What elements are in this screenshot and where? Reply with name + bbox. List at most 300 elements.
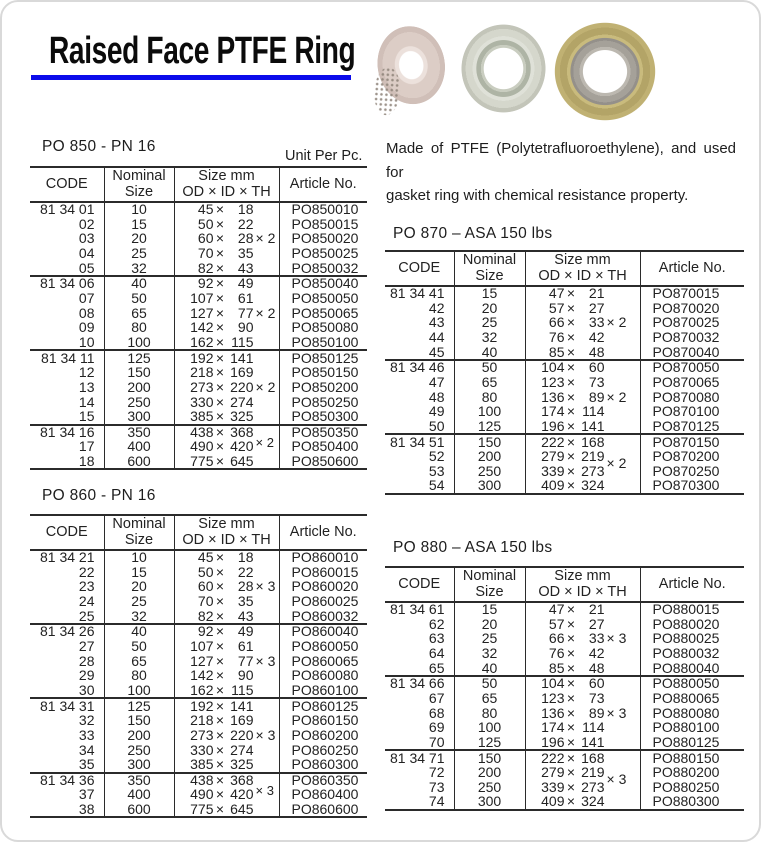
code-cell: 35 [78,755,95,772]
nominal-size-cell: 250 [454,780,525,795]
size-mm-cell: 76 × 42 [525,647,640,662]
article-no-cell: PO880065 [640,691,744,706]
size-mm-cell: 70 × 35 [174,247,279,262]
size-mm-cell: 76 × 42 [525,331,640,346]
nominal-size-cell: 125 [454,736,525,751]
article-no-cell: PO880015 [640,602,744,617]
code-cell: 54 [428,477,445,494]
nominal-size-cell: 125 [104,350,174,365]
header-row [30,515,367,550]
code-cell: 45 [428,343,445,360]
table-row [30,639,367,654]
nominal-size-cell: 80 [104,669,174,684]
code-cell: 08 [78,304,95,321]
nominal-size-cell: 300 [104,758,174,773]
table-row [30,336,367,351]
code-cell: 18 [78,452,95,469]
code-cell: 65 [428,659,445,676]
article-no-cell: PO870150 [640,434,744,449]
title-underline [31,75,351,80]
article-header: Article No. [279,167,367,202]
article-no-cell: PO880020 [640,617,744,632]
article-no-cell: PO880100 [640,721,744,736]
table-row [385,420,744,435]
article-no-cell: PO880025 [640,632,744,647]
size-mm-cell: 196 × 141 [525,736,640,751]
code-cell: 05 [78,259,95,276]
size-mm-cell: 82 × 43 [174,261,279,276]
code-cell: 32 [78,711,95,728]
code-cell: 81 34 11 [41,349,95,366]
article-no-cell: PO860010 [279,550,367,565]
table-row [385,736,744,751]
nominal-size-cell: 65 [104,306,174,321]
code-cell: 81 34 21 [40,549,95,566]
size-mm-cell: 123 × 73 [525,691,640,706]
nominal-size-cell: 80 [454,390,525,405]
article-no-cell: PO880032 [640,647,744,662]
size-mm-cell: 136 × 89 × 3 [525,706,640,721]
table-row [385,479,744,494]
article-no-cell: PO870015 [640,286,744,301]
nominal-size-cell: 10 [104,202,174,217]
size-mm-cell: 218 × 169 [174,365,279,380]
code-cell: 42 [428,299,445,316]
nominal-size-cell: 40 [454,345,525,360]
nominal-size-cell: 250 [454,464,525,479]
table-row [30,609,367,624]
code-cell: 50 [428,417,445,434]
ring-texture [373,66,402,116]
size-mm-cell: 222 × 168 [525,434,640,449]
size-mm-cell: 174 × 114 [525,721,640,736]
nominal-size-cell: 200 [454,449,525,464]
table-row [385,360,744,375]
table-row [30,276,367,291]
size-mm-cell: 70 × 35 [174,595,279,610]
page-title: Raised Face PTFE Ring [49,30,356,72]
description-line: Made of PTFE (Polytetrafluoroethylene), and used for [386,140,736,181]
nominal-header: Nominal Size [454,567,525,602]
article-no-cell: PO860020 [279,580,367,595]
article-no-cell: PO860200 [279,728,367,743]
article-no-cell: PO860080 [279,669,367,684]
code-cell: 43 [428,314,445,331]
nominal-size-cell: 150 [454,750,525,765]
header-row [385,251,744,286]
spiral-wound-gasket-ring-image [553,21,657,122]
size-mm-cell: 82 × 43 [174,609,279,624]
code-cell: 33 [78,726,95,743]
size-mm-cell: 192 × 141 [174,350,279,365]
nominal-size-cell: 150 [454,434,525,449]
article-no-cell: PO870100 [640,405,744,420]
article-no-cell: PO860125 [279,698,367,713]
nominal-size-cell: 20 [104,580,174,595]
table-row [30,291,367,306]
table-row [30,684,367,699]
code-cell: 25 [78,607,95,624]
code-cell: 53 [428,462,445,479]
article-no-cell: PO850065 [279,306,367,321]
nominal-size-cell: 80 [454,706,525,721]
nominal-size-cell: 200 [104,728,174,743]
size-mm-cell: 409 × 324 [525,795,640,810]
size-mm-cell: 107 × 61 [174,639,279,654]
article-no-cell: PO870020 [640,301,744,316]
size-mm-cell: 45 × 18 [174,202,279,217]
nominal-size-cell: 40 [454,661,525,676]
nominal-header: Nominal Size [104,515,174,550]
article-no-cell: PO850020 [279,232,367,247]
header-row [385,567,744,602]
nominal-size-cell: 250 [104,395,174,410]
article-no-cell: PO870125 [640,420,744,435]
table-row [30,454,367,469]
code-cell: 81 34 06 [40,275,95,292]
article-no-cell: PO870040 [640,345,744,360]
size-mm-cell: 330 × 274 [174,395,279,410]
nominal-size-cell: 40 [104,276,174,291]
size-mm-cell: 85 × 48 [525,345,640,360]
article-no-cell: PO870250 [640,464,744,479]
code-group [385,676,744,750]
code-cell: 81 34 41 [390,285,445,302]
nominal-header: Nominal Size [104,167,174,202]
code-group [30,350,367,424]
nominal-size-cell: 25 [454,632,525,647]
code-cell: 23 [78,578,95,595]
article-no-cell: PO880125 [640,736,744,751]
nominal-size-cell: 400 [104,440,174,455]
size-mm-cell: 50 × 22 [174,217,279,232]
nominal-size-cell: 400 [104,788,174,803]
code-cell: 72 [428,763,445,780]
size-mm-cell: 104 × 60 [525,360,640,375]
code-cell: 63 [428,630,445,647]
article-no-cell: PO860025 [279,595,367,610]
size-mm-cell: 490 × 420 × 3 [174,788,279,803]
article-no-cell: PO850100 [279,336,367,351]
size-mm-cell: 136 × 89 × 2 [525,390,640,405]
size-mm-cell: 142 × 90 [174,669,279,684]
nominal-size-cell: 100 [104,336,174,351]
nominal-size-cell: 50 [104,291,174,306]
code-cell: 70 [428,733,445,750]
size-mm-cell: 60 × 28 × 3 [174,580,279,595]
nominal-size-cell: 50 [104,639,174,654]
article-header: Article No. [640,567,744,602]
article-no-cell: PO860032 [279,609,367,624]
nominal-size-cell: 300 [104,410,174,425]
code-cell: 04 [78,245,95,262]
code-cell: 15 [78,407,95,424]
code-group [30,773,367,818]
code-cell: 48 [428,388,445,405]
code-group [385,286,744,360]
article-no-cell: PO850040 [279,276,367,291]
po870-table [385,250,744,495]
nominal-size-cell: 250 [104,743,174,758]
table-row [385,345,744,360]
article-no-cell: PO870300 [640,479,744,494]
article-no-cell: PO850600 [279,454,367,469]
code-cell: 24 [78,593,95,610]
size-mm-cell: 438 × 368 [174,425,279,440]
article-no-cell: PO880080 [640,706,744,721]
size-mm-cell: 339 × 273 [525,780,640,795]
nominal-size-cell: 100 [454,405,525,420]
size-mm-cell: 192 × 141 [174,698,279,713]
size-mm-cell: 775 × 645 [174,802,279,817]
code-cell: 38 [78,800,95,817]
article-no-cell: PO850200 [279,380,367,395]
size-mm-cell: 174 × 114 [525,405,640,420]
article-no-cell: PO850015 [279,217,367,232]
unit-per-pc-label: Unit Per Pc. [285,148,363,164]
table-title-po860: PO 860 - PN 16 [42,487,156,504]
size-mm-cell: 123 × 73 [525,375,640,390]
nominal-size-cell: 20 [454,617,525,632]
code-header: CODE [45,175,88,192]
code-cell: 81 34 16 [40,423,95,440]
code-group [385,750,744,809]
size-mm-cell: 162 × 115 [174,336,279,351]
code-cell: 02 [78,215,95,232]
nominal-size-cell: 125 [454,420,525,435]
size-mm-cell: 85 × 48 [525,661,640,676]
size-mm-cell: 66 × 33 × 2 [525,316,640,331]
code-cell: 28 [78,652,95,669]
article-no-cell: PO870032 [640,331,744,346]
table-row [30,202,367,217]
size-mm-cell: 273 × 220 × 2 [174,380,279,395]
size-mm-cell: 127 × 77 × 3 [174,654,279,669]
description-line: gasket ring with chemical resistance property. [386,187,689,204]
size-mm-cell: 196 × 141 [525,420,640,435]
table-row [385,795,744,810]
nominal-size-cell: 50 [454,360,525,375]
article-no-cell: PO850010 [279,202,367,217]
table-row [30,550,367,565]
nominal-size-cell: 65 [104,654,174,669]
size-mm-cell: 339 × 273 [525,464,640,479]
article-no-cell: PO860150 [279,713,367,728]
table-row [30,713,367,728]
nominal-size-cell: 200 [454,765,525,780]
code-cell: 73 [428,778,445,795]
article-no-cell: PO860300 [279,758,367,773]
size-mm-cell: 127 × 77 × 2 [174,306,279,321]
table-title-po870: PO 870 – ASA 150 lbs [393,225,553,242]
code-cell: 22 [78,563,95,580]
table-title-po880: PO 880 – ASA 150 lbs [393,539,553,556]
code-cell: 64 [428,645,445,662]
size-mm-cell: 385 × 325 [174,410,279,425]
table-row [30,410,367,425]
article-no-cell: PO880200 [640,765,744,780]
nominal-size-cell: 125 [104,698,174,713]
article-no-cell: PO850250 [279,395,367,410]
nominal-size-cell: 40 [104,624,174,639]
article-no-cell: PO880150 [640,750,744,765]
nominal-size-cell: 10 [104,550,174,565]
code-cell: 81 34 46 [390,359,445,376]
code-cell: 29 [78,667,95,684]
article-no-cell: PO850300 [279,410,367,425]
size-mm-cell: 142 × 90 [174,321,279,336]
table-row [385,676,744,691]
code-cell: 81 34 71 [390,749,445,766]
table-row [30,802,367,817]
nominal-size-cell: 20 [454,301,525,316]
article-no-cell: PO860050 [279,639,367,654]
table-title-po850: PO 850 - PN 16 [42,138,156,155]
code-cell: 37 [78,786,95,803]
size-mm-cell: 92 × 49 [174,276,279,291]
nominal-size-cell: 20 [104,232,174,247]
metal-gasket-ring-image [460,23,547,114]
article-no-cell: PO880300 [640,795,744,810]
article-no-cell: PO880250 [640,780,744,795]
size-mm-cell: 385 × 325 [174,758,279,773]
nominal-size-cell: 350 [104,425,174,440]
size-mm-cell: 273 × 220 × 3 [174,728,279,743]
table-row [30,624,367,639]
nominal-size-cell: 600 [104,802,174,817]
size-mm-cell: 438 × 368 [174,773,279,788]
code-group [30,202,367,276]
code-cell: 44 [428,329,445,346]
code-cell: 34 [78,741,95,758]
size-mm-cell: 47 × 21 [525,286,640,301]
size-mm-cell: 45 × 18 [174,550,279,565]
table-row [30,380,367,395]
code-cell: 81 34 26 [40,623,95,640]
article-no-cell: PO850350 [279,425,367,440]
code-group [385,360,744,434]
table-row [385,449,744,464]
code-group [385,602,744,676]
product-description [386,137,736,208]
nominal-header: Nominal Size [454,251,525,286]
code-cell: 27 [78,637,95,654]
nominal-size-cell: 80 [104,321,174,336]
code-cell: 07 [78,289,95,306]
article-no-cell: PO850050 [279,291,367,306]
size-mm-cell: 162 × 115 [174,684,279,699]
code-cell: 81 34 36 [40,771,95,788]
ptfe-gasket-ring-image [366,19,455,122]
nominal-size-cell: 50 [454,676,525,691]
article-no-cell: PO870200 [640,449,744,464]
size-mm-cell: 92 × 49 [174,624,279,639]
table-row [385,691,744,706]
article-no-cell: PO850032 [279,261,367,276]
code-cell: 12 [78,363,95,380]
nominal-size-cell: 300 [454,479,525,494]
header-row [30,167,367,202]
nominal-size-cell: 150 [104,713,174,728]
nominal-size-cell: 15 [454,286,525,301]
code-group [30,276,367,350]
article-no-cell: PO860065 [279,654,367,669]
code-cell: 67 [428,689,445,706]
code-cell: 49 [428,403,445,420]
code-cell: 52 [428,447,445,464]
article-no-cell: PO860600 [279,802,367,817]
size-mm-cell: 107 × 61 [174,291,279,306]
size-header: Size mm OD × ID × TH [525,251,640,286]
size-mm-cell: 222 × 168 [525,750,640,765]
article-no-cell: PO860350 [279,773,367,788]
code-cell: 68 [428,704,445,721]
code-cell: 30 [78,681,95,698]
code-group [30,698,367,772]
code-group [30,624,367,698]
code-header: CODE [398,575,441,592]
size-mm-cell: 57 × 27 [525,301,640,316]
table-row [385,661,744,676]
size-mm-cell: 218 × 169 [174,713,279,728]
nominal-size-cell: 65 [454,375,525,390]
article-header: Article No. [640,251,744,286]
po850-table [30,166,367,470]
code-cell: 81 34 66 [390,675,445,692]
size-mm-cell: 279 × 219 × 2 [525,449,640,464]
code-cell: 47 [428,373,445,390]
size-header: Size mm OD × ID × TH [174,167,279,202]
po860-table [30,514,367,818]
nominal-size-cell: 300 [454,795,525,810]
nominal-size-cell: 600 [104,454,174,469]
nominal-size-cell: 32 [454,331,525,346]
code-cell: 81 34 01 [40,201,95,218]
code-cell: 81 34 61 [390,601,445,618]
size-mm-cell: 50 × 22 [174,565,279,580]
nominal-size-cell: 32 [104,261,174,276]
code-cell: 69 [428,719,445,736]
code-cell: 17 [78,438,95,455]
nominal-size-cell: 150 [104,365,174,380]
article-no-cell: PO860400 [279,788,367,803]
size-mm-cell: 330 × 274 [174,743,279,758]
article-no-cell: PO870080 [640,390,744,405]
size-mm-cell: 490 × 420 × 2 [174,440,279,455]
code-cell: 10 [78,333,95,350]
article-no-cell: PO860100 [279,684,367,699]
code-cell: 74 [428,793,445,810]
article-no-cell: PO850080 [279,321,367,336]
article-no-cell: PO860015 [279,565,367,580]
code-cell: 81 34 51 [390,433,445,450]
size-mm-cell: 279 × 219 × 3 [525,765,640,780]
nominal-size-cell: 25 [104,247,174,262]
nominal-size-cell: 100 [454,721,525,736]
article-no-cell: PO880050 [640,676,744,691]
size-mm-cell: 409 × 324 [525,479,640,494]
code-cell: 81 34 31 [40,697,95,714]
nominal-size-cell: 100 [104,684,174,699]
table-row [30,728,367,743]
article-no-cell: PO850025 [279,247,367,262]
size-mm-cell: 66 × 33 × 3 [525,632,640,647]
code-header: CODE [45,523,88,540]
size-header: Size mm OD × ID × TH [525,567,640,602]
nominal-size-cell: 350 [104,773,174,788]
article-no-cell: PO850400 [279,440,367,455]
code-group [30,550,367,624]
